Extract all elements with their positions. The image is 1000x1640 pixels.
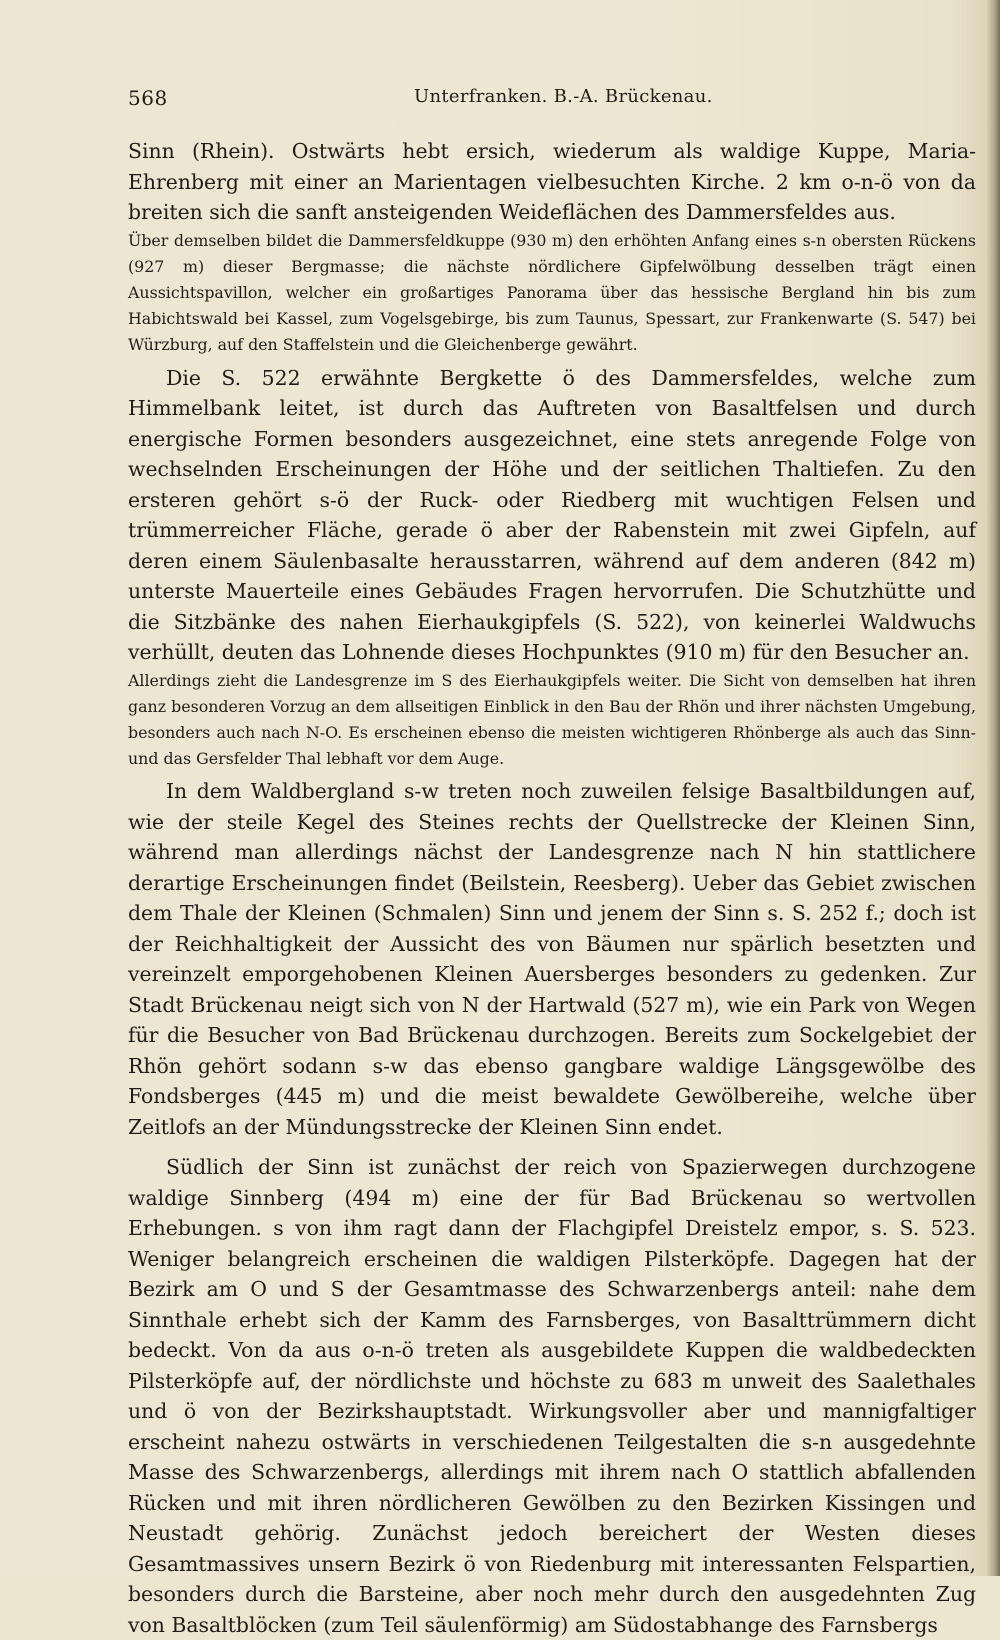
page-edge-shadow bbox=[986, 0, 1000, 1576]
running-head: Unterfranken. B.-A. Brückenau. bbox=[414, 86, 713, 107]
paragraph-waldbergland: In dem Waldbergland s-w treten noch zuweilen felsige Basaltbildungen auf, wie der steile Kegel des Steines rechts der Quellstrecke der Kleinen Sinn, während man allerdings nächst der Landesgrenze nach N hin stattlichere derartige Erscheinungen findet (Beilstein, Reesberg). Ueber das Gebiet zwischen dem Thale der Kleinen (Schmalen) Sinn und jenem der Sinn s. S. 252 f.; doch ist der Reichhaltigkeit der Aussicht des von Bäumen nur spärlich besetzten und vereinzelt emporgehobenen Kleinen Auersberges besonders zu gedenken. Zur Stadt Brückenau neigt sich von N der Hartwald (527 m), wie ein Park von Wegen für die Besucher von Bad Brückenau durchzogen. Bereits zum Sockelgebiet der Rhön gehört sodann s-w das ebenso gangbare waldige Längsgewölbe des Fondsberges (445 m) und die meist bewaldete Gewölbereihe, welche über Zeitlofs an der Mündungsstrecke der Kleinen Sinn endet. bbox=[128, 779, 976, 1139]
note-dammersfeldkuppe: Über demselben bildet die Dammersfeldkuppe (930 m) den erhöhten Anfang eines s-n obersten Rückens (927 m) dieser Bergmasse; die nächste nördlichere Gipfelwölbung desselben trägt einen Aussichtspavillon, welcher ein großartiges Panorama über das hessische Bergland hin bis zum Habichtswald bei Kassel, zum Vogelsgebirge, bis zum Taunus, Spessart, zur Frankenwarte (S. 547) bei Würzburg, auf den Staffelstein und die Gleichenberge gewährt. bbox=[128, 230, 976, 355]
page-number: 568 bbox=[128, 86, 168, 110]
paragraph-maria-ehrenberg: Sinn (Rhein). Ostwärts hebt ersich, wiederum als waldige Kuppe, Maria-Ehrenberg mit einer an Marientagen vielbesuchten Kirche. 2 km o-n-ö von da breiten sich die sanft ansteigenden Weideflächen des Dammersfeldes aus. bbox=[128, 139, 976, 224]
paragraph-gap bbox=[128, 1142, 976, 1152]
note-eierhaukgipfel: Allerdings zieht die Landesgrenze im S des Eierhaukgipfels weiter. Die Sicht von demselben hat ihren ganz besonderen Vorzug an dem allseitigen Einblick in den Bau der Rhön und ihrer nächsten Umgebung, besonders auch nach N-O. Es erscheinen ebenso die meisten wichtigeren Rhönberge als auch das Sinn- und das Gersfelder Thal lebhaft vor dem Auge. bbox=[128, 670, 976, 769]
page-header bbox=[128, 86, 976, 114]
paragraph-suedlich-der-sinn: Südlich der Sinn ist zunächst der reich von Spazierwegen durchzogene waldige Sinnberg (494 m) eine der für Bad Brückenau so wertvollen Erhebungen. s von ihm ragt dann der Flachgipfel Dreistelz empor, s. S. 523. Weniger belangreich erscheinen die waldigen Pilsterköpfe. Dagegen hat der Bezirk am O und S der Gesamtmasse des Schwarzenbergs anteil: nahe dem Sinnthale erhebt sich der Kamm des Farnsberges, von Basalttrümmern dicht bedeckt. Von da aus o-n-ö treten als ausgebildete Kuppen die waldbedeckten Pilsterköpfe auf, der nördlichste und höchste zu 683 m unweit des Saalethales und ö von der Bezirkshauptstadt. Wirkungsvoller aber und mannigfaltiger erscheint nahezu ostwärts in verschiedenen Teilgestalten die s-n ausgedehnte Masse des Schwarzenbergs, allerdings mit ihrem nach O stattlich abfallenden Rücken und mit ihren nördlicheren Gewölben zu den Bezirken Kissingen und Neustadt gehörig. Zunächst jedoch bereichert der Westen dieses Gesamtmassives unsern Bezirk ö von Riedenburg mit interessanten Felspartien, besonders durch die Barsteine, aber noch mehr durch den ausgedehnten Zug von Basaltblöcken (zum Teil säulenförmig) am Südostabhange des Farnsbergs bbox=[128, 1155, 976, 1637]
text-block bbox=[128, 136, 976, 1640]
paragraph-bergkette: Die S. 522 erwähnte Bergkette ö des Dammersfeldes, welche zum Himmelbank leitet, ist durch das Auftreten von Basaltfelsen und durch energische Formen besonders ausgezeichnet, eine stets anregende Folge von wechselnden Erscheinungen der Höhe und der seitlichen Thaltiefen. Zu den ersteren gehört s-ö der Ruck- oder Riedberg mit wuchtigen Felsen und trümmerreicher Fläche, gerade ö aber der Rabenstein mit zwei Gipfeln, auf deren einem Säulenbasalte herausstarren, während auf dem anderen (842 m) unterste Mauerteile eines Gebäudes Fragen hervorrufen. Die Schutzhütte und die Sitzbänke des nahen Eierhaukgipfels (S. 522), von keinerlei Waldwuchs verhüllt, deuten das Lohnende dieses Hochpunktes (910 m) für den Besucher an. bbox=[128, 365, 976, 665]
